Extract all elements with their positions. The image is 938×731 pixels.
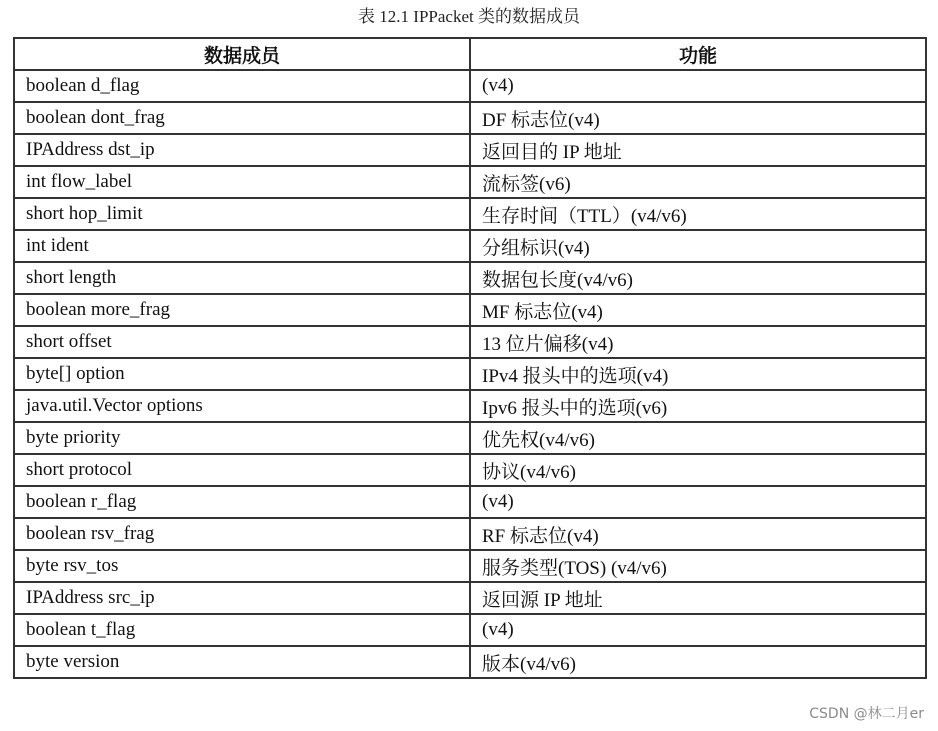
function-cell: (v4) xyxy=(470,614,926,646)
function-cell: 返回目的 IP 地址 xyxy=(470,134,926,166)
function-cell: 分组标识(v4) xyxy=(470,230,926,262)
table-row xyxy=(14,230,926,262)
function-cell: 服务类型(TOS) (v4/v6) xyxy=(470,550,926,582)
table-row xyxy=(14,70,926,102)
member-cell: boolean more_frag xyxy=(14,294,470,326)
function-cell: 版本(v4/v6) xyxy=(470,646,926,678)
function-cell: 协议(v4/v6) xyxy=(470,454,926,486)
table-row xyxy=(14,582,926,614)
function-cell: (v4) xyxy=(470,486,926,518)
column-header-function: 功能 xyxy=(470,38,926,70)
member-cell: short hop_limit xyxy=(14,198,470,230)
table-body xyxy=(14,70,926,678)
function-cell: 优先权(v4/v6) xyxy=(470,422,926,454)
member-cell: boolean t_flag xyxy=(14,614,470,646)
member-cell: int ident xyxy=(14,230,470,262)
member-cell: short offset xyxy=(14,326,470,358)
table-row xyxy=(14,646,926,678)
member-cell: java.util.Vector options xyxy=(14,390,470,422)
table-caption: 表 12.1 IPPacket 类的数据成员 xyxy=(358,7,580,26)
member-cell: byte[] option xyxy=(14,358,470,390)
member-cell: IPAddress dst_ip xyxy=(14,134,470,166)
table-row xyxy=(14,134,926,166)
table-row xyxy=(14,518,926,550)
member-cell: short protocol xyxy=(14,454,470,486)
table-row xyxy=(14,454,926,486)
member-cell: byte version xyxy=(14,646,470,678)
table-row xyxy=(14,358,926,390)
data-members-table xyxy=(13,37,927,679)
member-cell: boolean r_flag xyxy=(14,486,470,518)
member-cell: IPAddress src_ip xyxy=(14,582,470,614)
function-cell: 生存时间（TTL）(v4/v6) xyxy=(470,198,926,230)
table-row xyxy=(14,550,926,582)
table-row xyxy=(14,262,926,294)
function-cell: RF 标志位(v4) xyxy=(470,518,926,550)
function-cell: 返回源 IP 地址 xyxy=(470,582,926,614)
watermark: CSDN @林二月er xyxy=(809,706,924,722)
table-row xyxy=(14,614,926,646)
table-header-row xyxy=(14,38,926,70)
function-cell: IPv4 报头中的选项(v4) xyxy=(470,358,926,390)
member-cell: short length xyxy=(14,262,470,294)
table-row xyxy=(14,166,926,198)
data-members-table-container xyxy=(13,37,925,679)
function-cell: 13 位片偏移(v4) xyxy=(470,326,926,358)
table-row xyxy=(14,422,926,454)
member-cell: byte rsv_tos xyxy=(14,550,470,582)
table-row xyxy=(14,198,926,230)
function-cell: Ipv6 报头中的选项(v6) xyxy=(470,390,926,422)
function-cell: DF 标志位(v4) xyxy=(470,102,926,134)
function-cell: MF 标志位(v4) xyxy=(470,294,926,326)
table-row xyxy=(14,294,926,326)
member-cell: int flow_label xyxy=(14,166,470,198)
function-cell: 数据包长度(v4/v6) xyxy=(470,262,926,294)
member-cell: boolean dont_frag xyxy=(14,102,470,134)
table-row xyxy=(14,486,926,518)
table-row xyxy=(14,326,926,358)
function-cell: (v4) xyxy=(470,70,926,102)
function-cell: 流标签(v6) xyxy=(470,166,926,198)
table-row xyxy=(14,390,926,422)
member-cell: boolean rsv_frag xyxy=(14,518,470,550)
member-cell: boolean d_flag xyxy=(14,70,470,102)
column-header-member: 数据成员 xyxy=(14,38,470,70)
table-row xyxy=(14,102,926,134)
member-cell: byte priority xyxy=(14,422,470,454)
